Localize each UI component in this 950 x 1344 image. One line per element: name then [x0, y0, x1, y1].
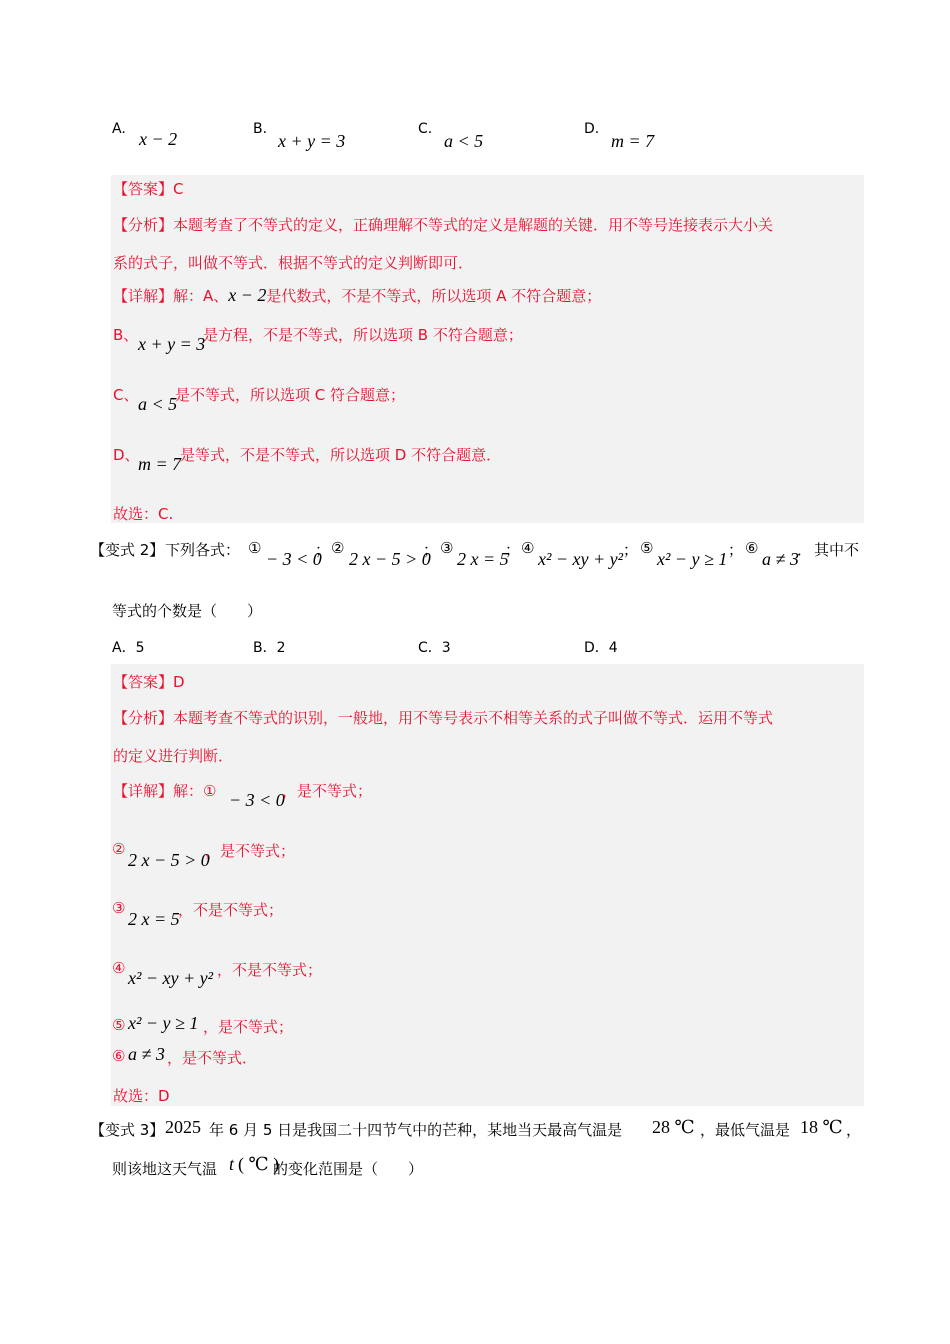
answer-tag: 【答案】 — [113, 180, 174, 198]
q1-option-a-label[interactable]: A. — [112, 121, 126, 137]
detail-tag: 【详解】 — [113, 782, 174, 800]
q2-detail-4-text: ，不是不等式； — [217, 961, 323, 979]
q3-unit: ( ℃ ) — [238, 1154, 280, 1174]
q2-option-b[interactable]: B．2 — [253, 640, 286, 656]
q3-variable-t: t — [229, 1154, 235, 1174]
q2-item-1-num: ① — [248, 539, 262, 557]
q1-option-c-expr: a < 5 — [444, 131, 484, 151]
q3-line1-c: ，最低气温是 — [700, 1121, 791, 1139]
q3-temp-high: 28 ℃ — [652, 1117, 695, 1137]
q1-choice: 故选：C. — [113, 505, 174, 523]
q3-title: 【变式 3】 — [90, 1121, 165, 1139]
q2-answer-line — [113, 671, 185, 692]
q2-item-4-expr: x² − xy + y² — [538, 549, 624, 569]
analysis-tag: 【分析】 — [113, 709, 174, 727]
q2-detail-5-text: ，是不等式； — [203, 1018, 294, 1036]
q2-item-5-expr: x² − y ≥ 1 — [657, 549, 728, 569]
q2-item-5-num: ⑤ — [640, 539, 654, 557]
q2-item-4-num: ④ — [521, 539, 535, 557]
q2-analysis-line-1: 【分析】本题考查不等式的识别，一般地，用不等号表示不相等关系的式子叫做不等式．运用不等式 — [113, 709, 774, 727]
q2-detail-3-text: ，不是不等式； — [178, 901, 284, 919]
q2-analysis-line-2: 的定义进行判断． — [113, 747, 234, 765]
analysis-tag: 【分析】 — [113, 216, 174, 234]
q2-detail-6-expr: a ≠ 3 — [128, 1044, 165, 1064]
q1-option-a-expr: x − 2 — [139, 129, 178, 149]
q3-line1-text: 年 6 月 5 日是我国二十四节气中的芒种，某地当天最高气温是 — [209, 1121, 623, 1139]
q2-item-1-expr: − 3 < 0 — [266, 549, 322, 569]
detail-tag: 【详解】 — [113, 287, 174, 305]
q2-stem-line-2: 等式的个数是（ ） — [112, 602, 263, 620]
q2-detail-5-expr: x² − y ≥ 1 — [128, 1013, 199, 1033]
q1-detail-c-text: 是不等式，所以选项 C 符合题意； — [175, 386, 406, 404]
q2-detail-4-expr: x² − xy + y² — [128, 968, 214, 988]
q2-item-6-expr: a ≠ 3 — [762, 549, 799, 569]
q1-detail-c-expr: a < 5 — [138, 394, 178, 414]
q1-detail-b-prefix: B、 — [113, 326, 139, 344]
q2-item-2-expr: 2 x − 5 > 0 — [349, 549, 431, 569]
q2-option-d[interactable]: D．4 — [584, 640, 618, 656]
q2-detail-4-num: ④ — [112, 959, 126, 977]
q2-stem-intro: 下列各式： — [165, 541, 241, 559]
q2-item-6-num: ⑥ — [745, 539, 759, 557]
q2-detail-3-num: ③ — [112, 899, 126, 917]
q1-answer: C — [173, 180, 184, 198]
q1-option-b-expr: x + y = 3 — [278, 131, 346, 151]
q3-temp-low: 18 ℃ — [800, 1117, 843, 1137]
q1-option-b-label[interactable]: B. — [253, 121, 268, 137]
q1-answer-line — [113, 178, 184, 199]
q3-year: 2025 — [165, 1117, 201, 1137]
q2-detail-6-text: ，是不等式． — [167, 1049, 258, 1067]
q2-detail-3-expr: 2 x = 5 — [128, 909, 180, 929]
q2-stem-end: 其中不 — [814, 541, 860, 559]
q2-item-2-num: ② — [331, 539, 345, 557]
q2-detail-2-num: ② — [112, 840, 126, 858]
q1-detail-line-a: 【详解】解：A、x − 2是代数式，不是不等式，所以选项 A 不符合题意； — [113, 285, 602, 305]
q2-detail-2-expr: 2 x − 5 > 0 — [128, 850, 210, 870]
q3-line2-end: 的变化范围是（ ） — [273, 1160, 424, 1178]
q1-analysis-line-2: 系的式子，叫做不等式．根据不等式的定义判断即可． — [113, 254, 474, 272]
q2-item-3-num: ③ — [440, 539, 454, 557]
q1-detail-d-text: 是等式，不是不等式，所以选项 D 不符合题意． — [180, 446, 502, 464]
q2-item-3-expr: 2 x = 5 — [457, 549, 509, 569]
q2-option-a[interactable]: A．5 — [112, 640, 145, 656]
q2-solution-box — [111, 664, 864, 1106]
q1-detail-b-expr: x + y = 3 — [138, 334, 206, 354]
q2-detail-2-text: ，是不等式； — [205, 842, 296, 860]
answer-tag: 【答案】 — [113, 673, 174, 691]
q1-detail-d-prefix: D、 — [113, 446, 140, 464]
q2-title: 【变式 2】 — [90, 541, 165, 559]
q1-detail-c-prefix: C、 — [113, 386, 139, 404]
q1-detail-b-text: 是方程，不是不等式，所以选项 B 不符合题意； — [203, 326, 523, 344]
q2-detail-5-num: ⑤ — [112, 1016, 126, 1034]
q1-option-d-label[interactable]: D. — [584, 121, 600, 137]
q2-option-c[interactable]: C．3 — [418, 640, 451, 656]
q2-detail-line-1: 【详解】解：① — [113, 782, 217, 800]
q1-option-c-label[interactable]: C. — [418, 121, 433, 137]
q2-detail-1-expr: − 3 < 0 — [229, 790, 285, 810]
q2-detail-6-num: ⑥ — [112, 1047, 126, 1065]
q2-choice: 故选：D — [113, 1087, 170, 1105]
q2-detail-1-text: ，是不等式； — [282, 782, 373, 800]
q1-detail-d-expr: m = 7 — [138, 454, 182, 474]
q3-line2-text: 则该地这天气温 — [112, 1160, 218, 1178]
q1-option-d-expr: m = 7 — [611, 131, 655, 151]
q1-analysis-line-1: 【分析】本题考查了不等式的定义，正确理解不等式的定义是解题的关键．用不等号连接表示大小关 — [113, 216, 774, 234]
q2-answer: D — [173, 673, 185, 691]
